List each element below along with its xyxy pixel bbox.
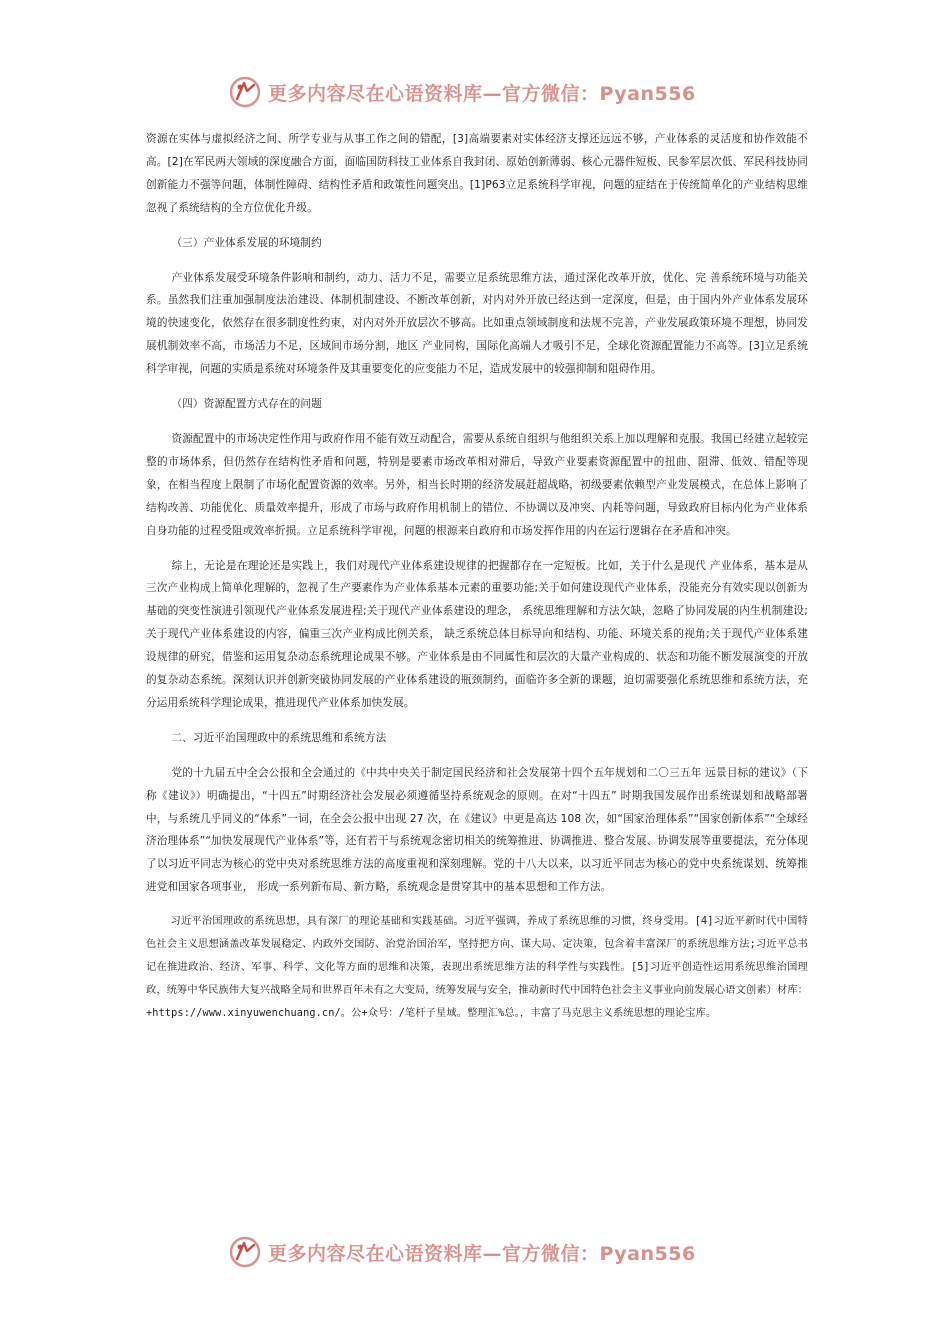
paragraph: 党的十九届五中全会公报和全会通过的《中共中央关于制定国民经济和社会发展第十四个五年规划和二〇三五年 远景目标的建议》（下称《建议》）明确提出，“十四五”时期经济社会发展必须遵循坚持系统观念的原则。在对“十四五” 时期我国发展作出系统谋划和战略部署中，与系统几乎同义的“体系”一词，在全会公报中出现 27 次，在《建议》中更是高达 108 次，如“国家治理体系”“国家创新体系”“全球经济治理体系”“加快发展现代产业体系”等，还有若干与系统观念密切相关的统筹推进、协调推进、整合发展、协调发展等重要提法，充分体现了以习近平同志为核心的党中央对系统思维方法的高度重视和深刻理解。党的十八大以来，以习近平同志为核心的党中央系统谋划、统筹推进党和国家各项事业， 形成一系列新布局、新方略，系统观念是贯穿其中的基本思想和工作方法。 [146, 766, 808, 894]
section-heading: （四）资源配置方式存在的问题 [171, 398, 322, 411]
paragraph: 资源配置中的市场决定性作用与政府作用不能有效互动配合，需要从系统自组织与他组织关系上加以理解和克服。我国已经建立起较完整的市场体系，但仍然存在结构性矛盾和问题，特别是要素市场改革相对滞后，导致产业要素资源配置中的扭曲、阻滞、低效、错配等现象，在相当程度上限制了市场化配置资源的效率。另外，相当长时期的经济发展赶超战略，初级要素依赖型产业发展模式，在总体上影响了结构改善、功能优化、质量效率提升，形成了市场与政府作用机制上的错位、不协调以及冲突、内耗等问题，导致政府目标内化为产业体系自身功能的过程受阻或效率折损。立足系统科学审视，问题的根源来自政府和市场发挥作用的内在运行逻辑存在矛盾和冲突。 [146, 432, 808, 537]
section-heading: （三）产业体系发展的环境制约 [171, 236, 322, 249]
section-heading: 二、习近平治国理政中的系统思维和系统方法 [171, 731, 387, 744]
paragraph: 产业体系发展受环境条件影响和制约，动力、活力不足，需要立足系统思维方法，通过深化改革开放，优化、完 善系统环境与功能关系。虽然我们注重加强制度法治建设、体制机制建设、不断改革创新，对内对外开放已经达到一定深度，但是，由于国内外产业体系发展环境的快速变化，依然存在很多制度性约束，对内对外开放层次不够高。比如重点领域制度和法规不完善，产业发展政策环境不理想，协同发展机制效率不高，市场活力不足，区域间市场分割，地区 产业同构，国际化高端人才吸引不足，全球化资源配置能力不高等。[3]立足系统科学审视，问题的实质是系统对环境条件及其重要变化的应变能力不足，造成发展中的较强抑制和阻碍作用。 [146, 271, 808, 376]
footer-watermark-banner [228, 1232, 728, 1272]
header-watermark-banner [228, 72, 728, 112]
watermark-text: 更多内容尽在心语资料库—官方微信：Pyan556 [268, 82, 696, 105]
paragraph: 综上，无论是在理论还是实践上，我们对现代产业体系建设规律的把握都存在一定短板。比如，关于什么是现代 产业体系，基本是从三次产业构成上简单化理解的，忽视了生产要素作为产业体系基本元素的重要功能;关于如何建设现代产业体系，没能充分有效实现以创新为基础的突变性演进引领现代产业体系发展进程;关于现代产业体系建设的理念， 系统思维理解和方法欠缺，忽略了协同发展的内生机制建设;关于现代产业体系建设的内容，偏重三次产业构成比例关系， 缺乏系统总体目标导向和结构、功能、环境关系的视角;关于现代产业体系建设规律的研究，借鉴和运用复杂动态系统理论成果不够。产业体系是由不同属性和层次的大量产业构成的、状态和功能不断发展演变的开放的复杂动态系统。深刻认识并创新突破协同发展的产业体系建设的瓶颈制约，面临许多全新的课题，迫切需要强化系统思维和系统方法，充分运用系统科学理论成果，推进现代产业体系加快发展。 [146, 559, 808, 709]
document-body [146, 128, 808, 1038]
watermark-text: 更多内容尽在心语资料库—官方微信：Pyan556 [268, 1242, 696, 1265]
paragraph: 习近平治国理政的系统思想，具有深厂的理论基础和实践基础。习近平强调，养成了系统思维的习惯，终身受用。[4]习近平新时代中国特色社会主义思想涵盖改革发展稳定、内政外交国防、治党治国治军，坚持把方向、谋大局、定决策，包含着丰富深厂的系统思维方法;习近平总书记在推进政治、经济、军事、科学、文化等方面的思维和决策，表现出系统思维方法的科学性与实践性。[5]习近平创造性运用系统思维治国理政，统筹中华民族伟大复兴战略全局和世界百年未有之大变局，统筹发展与安全，推动新时代中国特色社会主义事业向前发展心语文创素）材库：+https://www.xinyuwenchuang.cn/。公+众号：/笔杆子星域。整理汇%总。，丰富了马克思主义系统思想的理论宝库。 [146, 916, 808, 1019]
watermark-logo-icon [228, 75, 262, 109]
paragraph: 资源在实体与虚拟经济之间、所学专业与从事工作之间的错配，[3]高端要素对实体经济支撑还远远不够，产业体系的灵活度和协作效能不高。[2]在军民两大领域的深度融合方面，面临国防科技工业体系自我封闭、原始创新薄弱、核心元器件短板、民参军层次低、军民科技协同创新能力不强等问题，体制性障碍、结构性矛盾和政策性问题突出。[1]P63立足系统科学审视，问题的症结在于传统简单化的产业结构思维忽视了系统结构的全方位优化升级。 [146, 133, 808, 214]
watermark-logo-icon [228, 1235, 262, 1269]
